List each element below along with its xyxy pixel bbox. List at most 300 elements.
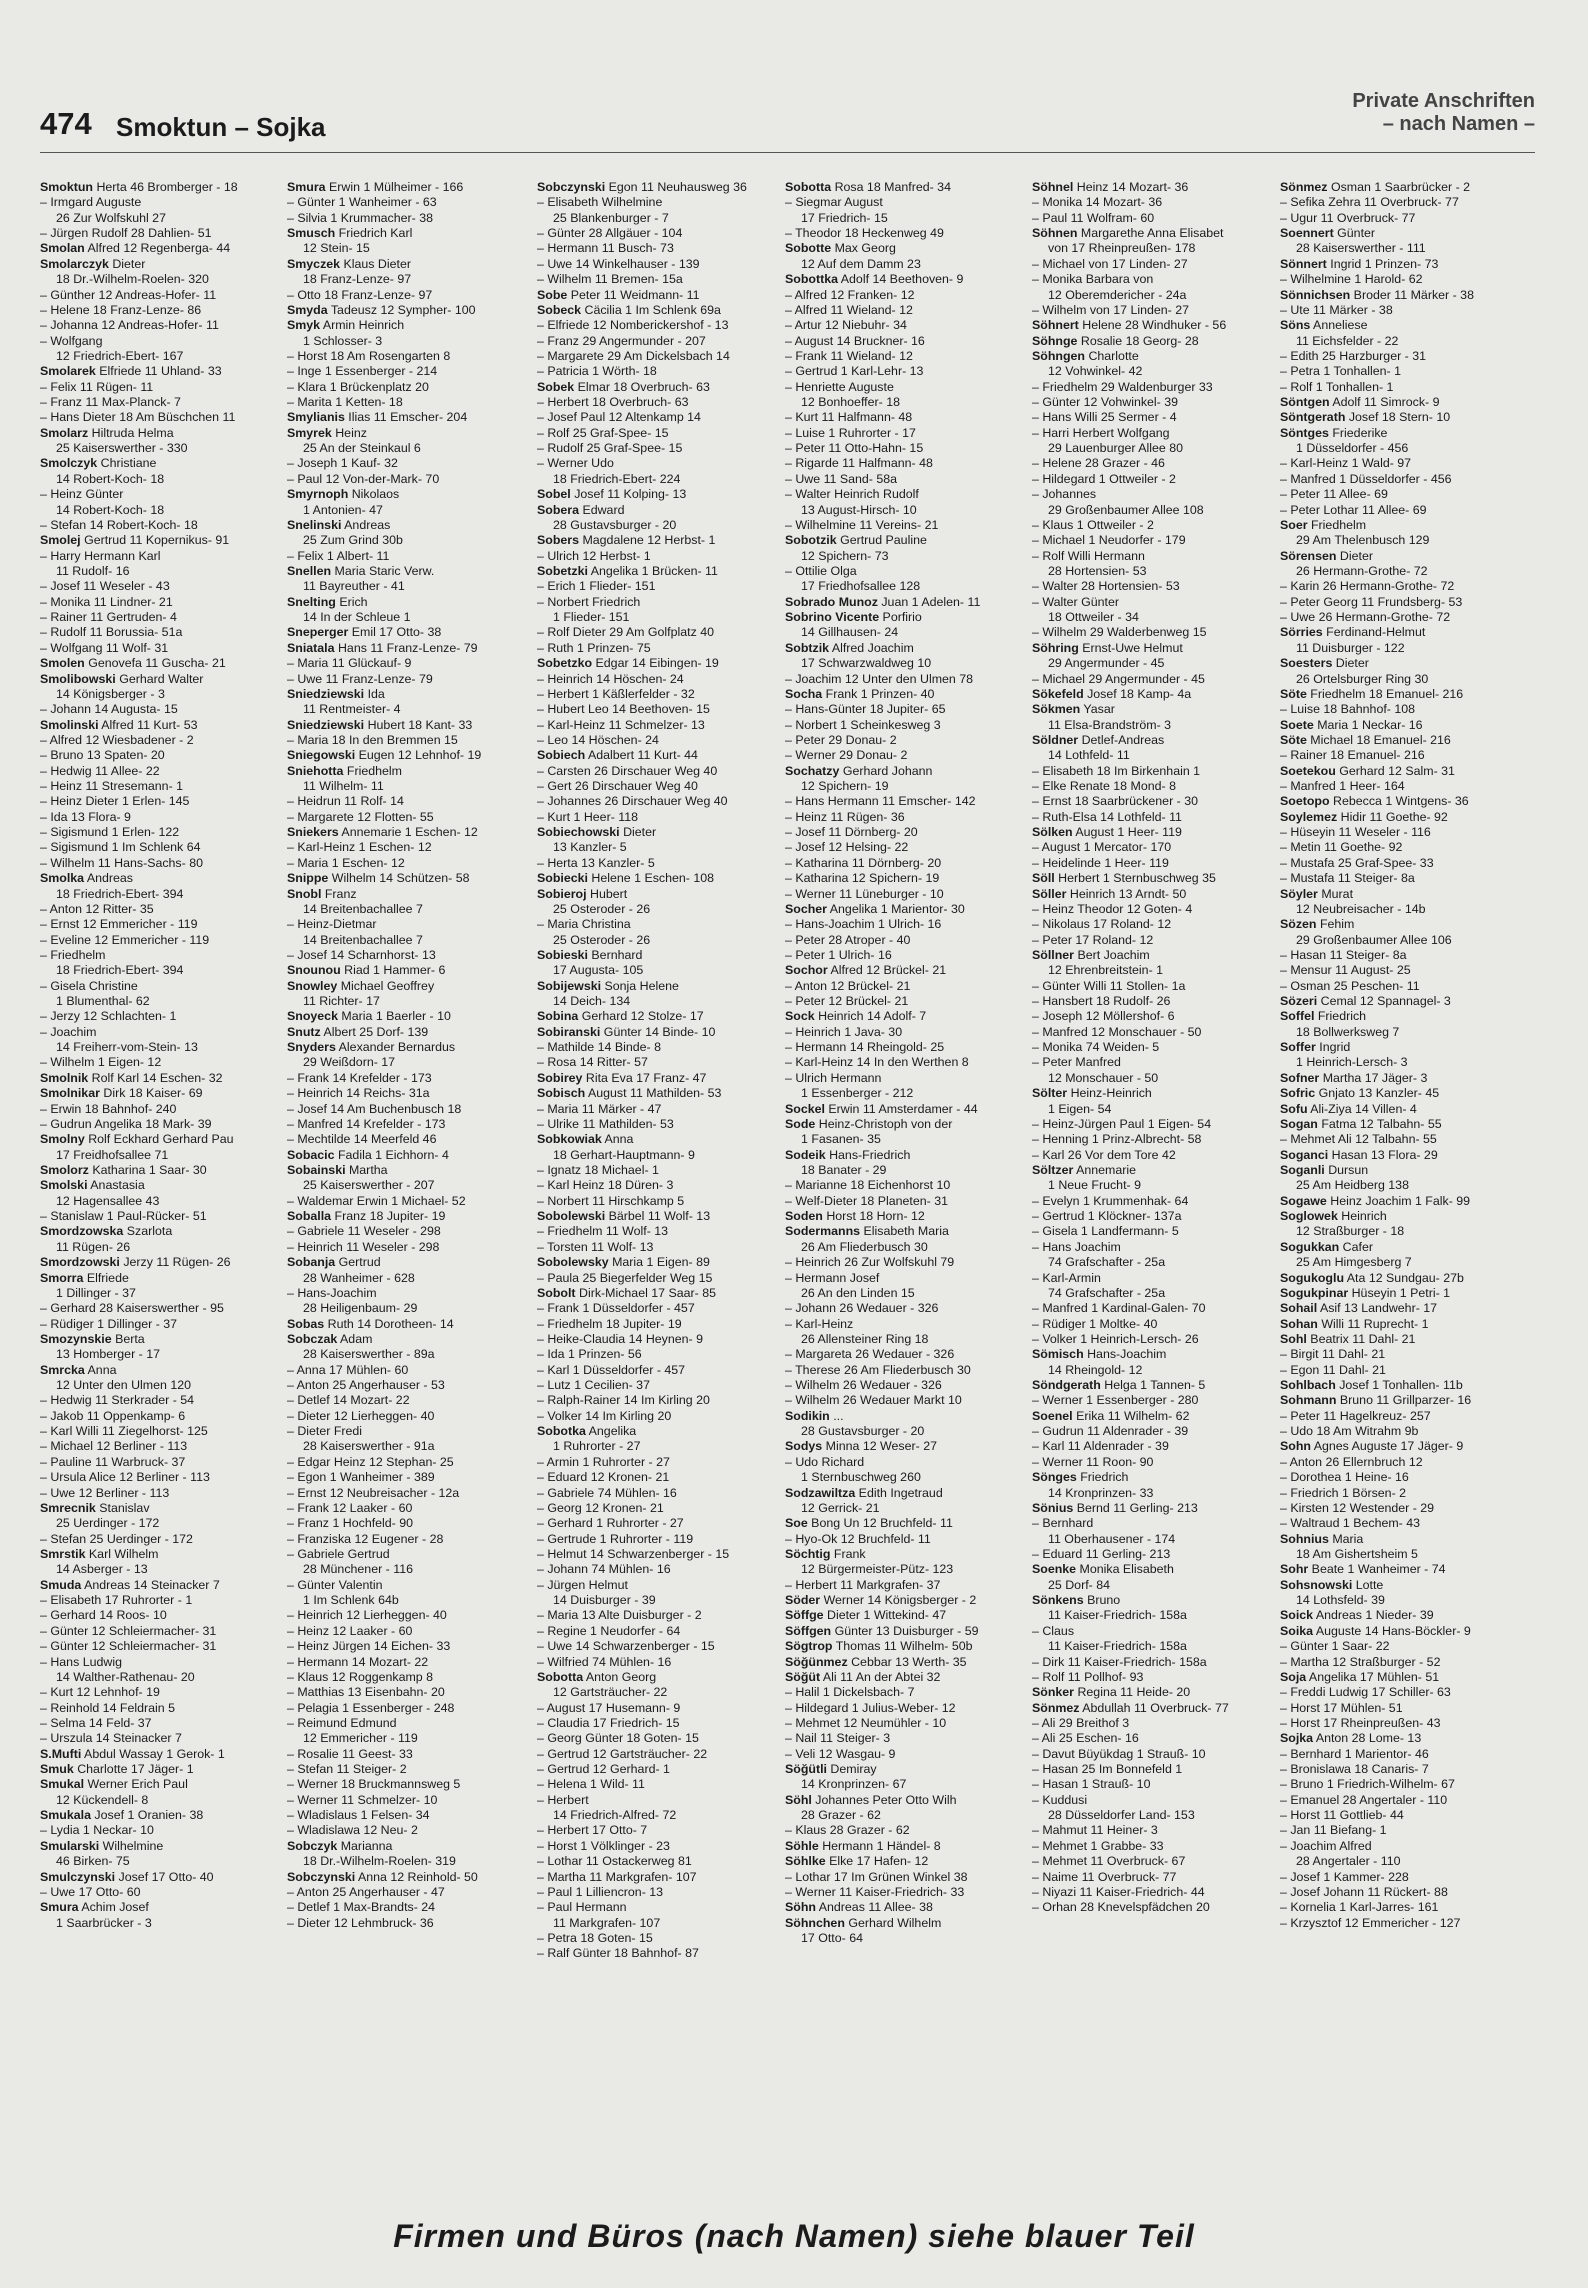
directory-entry: 25 Osteroder - 26 — [553, 932, 651, 947]
directory-entry: – Werner 11 Roon- 90 — [1032, 1454, 1154, 1469]
directory-entry: Sogawe Heinz Joachim 1 Falk- 99 — [1280, 1193, 1471, 1208]
directory-entry: – Hans-Günter 18 Jupiter- 65 — [785, 702, 946, 717]
page-header — [40, 90, 1535, 153]
directory-entry: – Margarete 12 Flotten- 55 — [287, 809, 434, 824]
directory-entry: – Rolf 25 Graf-Spee- 15 — [537, 425, 669, 440]
surname: Sökmen — [1032, 702, 1081, 717]
directory-entry: – Elfriede 12 Nomberickershof - 13 — [537, 318, 729, 333]
surname: Sochatzy — [785, 763, 840, 778]
directory-entry: – Franz 1 Hochfeld- 90 — [287, 1516, 414, 1531]
directory-entry: 17 Schwarzwaldweg 10 — [801, 656, 932, 671]
directory-entry: – Mathilde 14 Binde- 8 — [537, 1040, 661, 1055]
directory-entry: – Gert 26 Dirschauer Weg 40 — [537, 779, 698, 794]
directory-entry: Snippe Wilhelm 14 Schützen- 58 — [287, 871, 470, 886]
directory-entry: – Gertrud 1 Klöckner- 137a — [1032, 1209, 1182, 1224]
directory-entry: – Herta 13 Kanzler- 5 — [537, 855, 655, 870]
surname: Sobottka — [785, 272, 839, 287]
directory-entry: Sogukoglu Ata 12 Sundgau- 27b — [1280, 1270, 1464, 1285]
surname: Söğütli — [785, 1762, 827, 1777]
directory-entry: – Rüdiger 1 Moltke- 40 — [1032, 1316, 1158, 1331]
surname: Snounou — [287, 963, 341, 978]
directory-entry: – Rolf 11 Pollhof- 93 — [1032, 1669, 1144, 1684]
directory-entry: Soer Friedhelm — [1280, 517, 1367, 532]
directory-entry: – Johann 74 Mühlen- 16 — [537, 1562, 671, 1577]
directory-entry: – Josef Johann 11 Rückert- 88 — [1280, 1884, 1448, 1899]
directory-entry: Sözeri Cemal 12 Spannagel- 3 — [1280, 994, 1451, 1009]
directory-entry: Smolnik Rolf Karl 14 Eschen- 32 — [40, 1070, 223, 1085]
directory-entry: 29 Angermunder - 45 — [1048, 656, 1165, 671]
directory-entry: – Horst 1 Völklinger - 23 — [537, 1838, 670, 1853]
surname: Söhnchen — [785, 1915, 845, 1930]
directory-entry: Sobainski Martha — [287, 1163, 388, 1177]
directory-entry: – Wilhelmine 11 Vereins- 21 — [785, 517, 939, 532]
directory-entry: – Norbert Friedrich — [537, 594, 641, 609]
directory-entry: Soballa Franz 18 Jupiter- 19 — [287, 1209, 446, 1224]
directory-entry: – Josef 11 Dörnberg- 20 — [785, 825, 918, 840]
surname: Smyda — [287, 302, 328, 317]
directory-entry: – Rudolf 11 Borussia- 51a — [40, 625, 183, 640]
directory-entry: – Peter Georg 11 Frundsberg- 53 — [1280, 594, 1463, 609]
directory-entry: Smrecnik Stanislav — [40, 1500, 150, 1515]
directory-entry: – Erich 1 Flieder- 151 — [537, 579, 656, 594]
directory-entry: – Uwe 14 Winkelhauser - 139 — [537, 256, 700, 271]
directory-entry: – Karl-Heinz 11 Schmelzer- 13 — [537, 717, 705, 732]
directory-entry: – Franz 29 Angermunder - 207 — [537, 333, 706, 348]
surname: Söffgen — [785, 1623, 832, 1638]
surname: Snelting — [287, 594, 336, 609]
directory-entry: – Helene 18 Franz-Lenze- 86 — [40, 302, 202, 317]
directory-entry: Sobotta Anton Georg — [537, 1669, 657, 1684]
directory-entry: Sodzawiltza Edith Ingetraud — [785, 1485, 943, 1500]
surname: Söntgerath — [1280, 410, 1346, 425]
directory-entry: – Hüseyin 11 Weseler - 116 — [1280, 825, 1431, 840]
directory-entry: Sobottka Adolf 14 Beethoven- 9 — [785, 272, 964, 287]
directory-entry: – Joachim 12 Unter den Ulmen 78 — [785, 671, 974, 686]
directory-entry: 18 Friedrich-Ebert- 394 — [56, 963, 184, 978]
surname: Sobtzik — [785, 640, 830, 655]
surname: Smordzowska — [40, 1224, 124, 1239]
directory-entry: – Hermann 14 Mozart- 22 — [287, 1654, 429, 1669]
directory-entry: Snutz Albert 25 Dorf- 139 — [287, 1024, 429, 1039]
surname: Sobisch — [537, 1086, 586, 1101]
directory-entry: Sobotta Rosa 18 Manfred- 34 — [785, 180, 951, 194]
surname: Söhlke — [785, 1854, 826, 1869]
surname: Sniatala — [287, 640, 335, 655]
directory-entry: – Rigarde 11 Halfmann- 48 — [785, 456, 933, 471]
directory-entry: – Jürgen Helmut — [537, 1577, 628, 1592]
directory-entry: – Maria 18 In den Bremmen 15 — [287, 732, 458, 747]
directory-entry: 29 Weißdorn- 17 — [303, 1055, 396, 1070]
directory-entry: Smoktun Herta 46 Bromberger - 18 — [40, 180, 238, 194]
directory-entry: – Josef 14 Am Buchenbusch 18 — [287, 1101, 462, 1116]
directory-entry: – Maria 13 Alte Duisburger - 2 — [537, 1608, 702, 1623]
directory-entry: 29 Großenbaumer Allee 108 — [1048, 502, 1204, 517]
directory-entry: 14 Walther-Rathenau- 20 — [56, 1669, 195, 1684]
directory-entry: Soika Auguste 14 Hans-Böckler- 9 — [1280, 1623, 1471, 1638]
directory-entry: – Torsten 11 Wolf- 13 — [537, 1239, 654, 1254]
directory-column-6 — [1280, 180, 1520, 1931]
surname: Sönmez — [1280, 180, 1328, 194]
directory-entry: – Karl-Heinz 1 Wald- 97 — [1280, 456, 1412, 471]
directory-column-2 — [287, 180, 527, 1931]
surname: Smulczynski — [40, 1869, 116, 1884]
directory-entry: – Heinz-Jürgen Paul 1 Eigen- 54 — [1032, 1116, 1212, 1131]
surname: Smolczyk — [40, 456, 98, 471]
surname: Smoktun — [40, 180, 94, 194]
surname: Sodeik — [785, 1147, 826, 1162]
directory-entry: – Heinrich 26 Zur Wolfskuhl 79 — [785, 1255, 955, 1270]
directory-entry: – Werner 11 Lüneburger - 10 — [785, 886, 944, 901]
surname: Sock — [785, 1009, 815, 1024]
page-number: 474 — [40, 106, 92, 141]
directory-entry: Sobotte Max Georg — [785, 241, 896, 256]
directory-entry: Smolarek Elfriede 11 Uhland- 33 — [40, 364, 222, 379]
surname: Smolibowski — [40, 671, 116, 686]
directory-entry: 12 Hagensallee 43 — [56, 1193, 160, 1208]
directory-entry: – Herbert 1 Käßlerfelder - 32 — [537, 686, 695, 701]
directory-entry: 1 Sternbuschweg 260 — [801, 1470, 921, 1485]
directory-entry: Söyler Murat — [1280, 886, 1354, 901]
surname: Sobczak — [287, 1331, 338, 1346]
surname: Smolen — [40, 656, 85, 671]
surname: Sochor — [785, 963, 828, 978]
directory-entry: – Theodor 18 Heckenweg 49 — [785, 226, 944, 241]
directory-entry: 28 Gustavsburger - 20 — [801, 1424, 925, 1439]
directory-entry: – Paul 12 Von-der-Mark- 70 — [287, 471, 440, 486]
directory-entry: – Marita 1 Ketten- 18 — [287, 395, 403, 410]
surname: Snellen — [287, 563, 332, 578]
surname: Sohlbach — [1280, 1378, 1336, 1393]
directory-entry: – Paul 11 Wolfram- 60 — [1032, 210, 1155, 225]
directory-entry: – Wilhelm 11 Hans-Sachs- 80 — [40, 855, 203, 870]
directory-entry: 18 Am Gishertsheim 5 — [1296, 1546, 1418, 1561]
directory-entry: Söffge Dieter 1 Wittekind- 47 — [785, 1608, 947, 1623]
directory-entry: – Paul Hermann — [537, 1900, 627, 1915]
directory-entry: 12 Bonhoeffer- 18 — [801, 395, 900, 410]
directory-entry: Smuda Andreas 14 Steinacker 7 — [40, 1577, 220, 1592]
directory-entry: – Ute 11 Märker - 38 — [1280, 302, 1393, 317]
directory-entry: Sobolt Dirk-Michael 17 Saar- 85 — [537, 1285, 717, 1300]
directory-entry: 11 Eichsfelder - 22 — [1296, 333, 1399, 348]
directory-entry: – Henning 1 Prinz-Albrecht- 58 — [1032, 1132, 1202, 1147]
directory-entry: – Günter 12 Vohwinkel- 39 — [1032, 395, 1179, 410]
surname: Sobotka — [537, 1424, 586, 1439]
directory-entry: Sobacic Fadila 1 Eichhorn- 4 — [287, 1147, 449, 1162]
surname: Sobczynski — [287, 1869, 356, 1884]
directory-entry: 26 Am Fliederbusch 30 — [801, 1239, 928, 1254]
surname: Söhring — [1032, 640, 1079, 655]
surname: Sobolt — [537, 1285, 576, 1300]
surname: Söll — [1032, 871, 1055, 886]
directory-entry: – Josef 11 Weseler - 43 — [40, 579, 170, 594]
surname: Sözeri — [1280, 994, 1318, 1009]
directory-entry: – Hans Ludwig — [40, 1654, 122, 1669]
directory-entry: – Monika Barbara von — [1032, 272, 1154, 287]
directory-entry: – Ugur 11 Overbruck- 77 — [1280, 210, 1416, 225]
directory-entry: – Claus — [1032, 1623, 1075, 1638]
directory-entry: – Jerzy 12 Schlachten- 1 — [40, 1009, 177, 1024]
directory-entry: – Katharina 12 Spichern- 19 — [785, 871, 940, 886]
directory-entry: – Joseph 12 Möllershof- 6 — [1032, 1009, 1175, 1024]
directory-entry: 1 Heinrich-Lersch- 3 — [1296, 1055, 1408, 1070]
directory-entry: Söllner Bert Joachim — [1032, 947, 1150, 962]
directory-entry: – Manfred 1 Heer- 164 — [1280, 779, 1405, 794]
directory-entry: Sobkowiak Anna — [537, 1132, 634, 1147]
directory-entry: – Joseph 1 Kauf- 32 — [287, 456, 398, 471]
directory-entry: Soick Andreas 1 Nieder- 39 — [1280, 1608, 1434, 1623]
directory-entry: 11 Kaiser-Friedrich- 158a — [1048, 1639, 1187, 1654]
directory-entry: – Waltraud 1 Bechem- 43 — [1280, 1516, 1421, 1531]
directory-entry: – Mehmet 1 Grabbe- 33 — [1032, 1838, 1164, 1853]
surname: Sobiranski — [537, 1024, 601, 1039]
directory-entry: Söğüt Ali 11 An der Abtei 32 — [785, 1669, 941, 1684]
directory-entry: 14 Duisburger - 39 — [553, 1593, 656, 1608]
surname: Sogukkan — [1280, 1239, 1340, 1254]
directory-entry: – Gertrud 1 Karl-Lehr- 13 — [785, 364, 924, 379]
directory-entry: 26 Zur Wolfskuhl 27 — [56, 210, 166, 225]
directory-entry: Söder Werner 14 Königsberger - 2 — [785, 1593, 977, 1608]
directory-entry: Söhlke Elke 17 Hafen- 12 — [785, 1854, 929, 1869]
directory-entry: Söltzer Annemarie — [1032, 1163, 1136, 1177]
directory-entry: Smolski Anastasia — [40, 1178, 145, 1193]
surname: Soden — [785, 1209, 823, 1224]
directory-entry: – Rudolf 25 Graf-Spee- 15 — [537, 441, 683, 456]
directory-entry: – Johannes 26 Dirschauer Weg 40 — [537, 794, 728, 809]
directory-entry: – Ida 13 Flora- 9 — [40, 809, 131, 824]
surname: Sobanja — [287, 1255, 336, 1270]
directory-entry: Söchtig Frank — [785, 1546, 866, 1561]
directory-entry: Söhnert Helene 28 Windhuker - 56 — [1032, 318, 1227, 333]
directory-entry: Soetekou Gerhard 12 Salm- 31 — [1280, 763, 1455, 778]
directory-entry: Sobiranski Günter 14 Binde- 10 — [537, 1024, 716, 1039]
directory-entry: 28 Wanheimer - 628 — [303, 1270, 415, 1285]
directory-entry: S.Mufti Abdul Wassay 1 Gerok- 1 — [40, 1746, 225, 1761]
directory-entry: – Egon 11 Dahl- 21 — [1280, 1362, 1386, 1377]
directory-entry: 46 Birken- 75 — [56, 1854, 130, 1869]
directory-entry: 12 Vohwinkel- 42 — [1048, 364, 1143, 379]
surname: Söchtig — [785, 1546, 831, 1561]
directory-entry: – Henriette Auguste — [785, 379, 894, 394]
directory-entry: – Klara 1 Brückenplatz 20 — [287, 379, 429, 394]
directory-entry: 1 Dillinger - 37 — [56, 1285, 136, 1300]
surname: Soja — [1280, 1669, 1307, 1684]
surname: Sobas — [287, 1316, 325, 1331]
directory-entry: – Horst 18 Am Rosengarten 8 — [287, 348, 451, 363]
directory-entry: 29 Lauenburger Allee 80 — [1048, 441, 1184, 456]
directory-entry: – Helene 28 Grazer - 46 — [1032, 456, 1165, 471]
directory-entry: Smrcka Anna — [40, 1362, 117, 1377]
directory-entry: – Michael 1 Neudorfer - 179 — [1032, 533, 1186, 548]
directory-column-1 — [40, 180, 280, 1931]
directory-entry: – Josef Paul 12 Altenkamp 14 — [537, 410, 701, 425]
surname: Sönker — [1032, 1685, 1075, 1700]
directory-entry: 25 Dorf- 84 — [1048, 1577, 1110, 1592]
surname: Soer — [1280, 517, 1308, 532]
surname: Smolarczyk — [40, 256, 109, 271]
directory-entry: – Wilhelm 26 Wedauer - 326 — [785, 1378, 942, 1393]
directory-entry: – Ottilie Olga — [785, 563, 857, 578]
directory-entry: Sobers Magdalene 12 Herbst- 1 — [537, 533, 716, 548]
directory-entry: – Matthias 13 Eisenbahn- 20 — [287, 1685, 445, 1700]
directory-entry: – Wilfried 74 Mühlen- 16 — [537, 1654, 672, 1669]
directory-entry: – Manfred 1 Kardinal-Galen- 70 — [1032, 1301, 1206, 1316]
directory-entry: Sobijewski Sonja Helene — [537, 978, 679, 993]
surname: Soylemez — [1280, 809, 1338, 824]
directory-entry: – Peter 1 Ulrich- 16 — [785, 947, 892, 962]
surname: Sogan — [1280, 1116, 1318, 1131]
directory-entry: – Metin 11 Goethe- 92 — [1280, 840, 1403, 855]
surname: Sogukoglu — [1280, 1270, 1345, 1285]
directory-entry: – Ida 1 Prinzen- 56 — [537, 1347, 642, 1362]
directory-entry: – Heidrun 11 Rolf- 14 — [287, 794, 404, 809]
directory-entry: – Hildegard 1 Ottweiler - 2 — [1032, 471, 1176, 486]
directory-entry: Snoyeck Maria 1 Baerler - 10 — [287, 1009, 451, 1024]
directory-entry: – Heinz Günter — [40, 487, 124, 502]
directory-entry: – Martha 12 Straßburger - 52 — [1280, 1654, 1441, 1669]
directory-entry: Soetopo Rebecca 1 Wintgens- 36 — [1280, 794, 1469, 809]
directory-entry: Sobrado Munoz Juan 1 Adelen- 11 — [785, 594, 981, 609]
directory-entry: 25 Blankenburger - 7 — [553, 210, 669, 225]
surname: Sönnichsen — [1280, 287, 1351, 302]
surname: Söhnert — [1032, 318, 1079, 333]
directory-entry: Sökmen Yasar — [1032, 702, 1115, 717]
surname: Söllner — [1032, 947, 1074, 962]
directory-entry: – Frank 14 Krefelder - 173 — [287, 1070, 432, 1085]
directory-entry: – Edith 25 Harzburger - 31 — [1280, 348, 1427, 363]
surname: Smolski — [40, 1178, 88, 1193]
directory-entry: – Maria 11 Märker - 47 — [537, 1101, 662, 1116]
directory-entry: 1 Antonien- 47 — [303, 502, 383, 517]
directory-entry: Sniedziewski Hubert 18 Kant- 33 — [287, 717, 473, 732]
surname: Sodikin — [785, 1408, 830, 1423]
directory-entry: – Peter Manfred — [1032, 1055, 1121, 1070]
directory-entry: – Hans-Joachim — [287, 1285, 377, 1300]
directory-entry: Smolczyk Christiane — [40, 456, 157, 471]
directory-entry: – Werner 11 Kaiser-Friedrich- 33 — [785, 1884, 965, 1899]
directory-entry: Sohsnowski Lotte — [1280, 1577, 1384, 1592]
directory-entry: 14 Breitenbachallee 7 — [303, 932, 423, 947]
directory-entry: 14 Rheingold- 12 — [1048, 1362, 1143, 1377]
directory-entry: – Rolf Willi Hermann — [1032, 548, 1145, 563]
directory-entry: – Emanuel 28 Angertaler - 110 — [1280, 1792, 1448, 1807]
surname: Soffer — [1280, 1040, 1316, 1055]
directory-entry: – Harry Hermann Karl — [40, 548, 161, 563]
surname: Sohsnowski — [1280, 1577, 1353, 1592]
directory-entry: – Therese 26 Am Fliederbusch 30 — [785, 1362, 971, 1377]
directory-entry: Snyders Alexander Bernardus — [287, 1040, 456, 1055]
directory-entry: 28 Gustavsburger - 20 — [553, 517, 677, 532]
surname: Sodys — [785, 1439, 823, 1454]
section-label-line-1: Private Anschriften — [1352, 90, 1535, 112]
surname: Sönkens — [1032, 1593, 1084, 1608]
directory-entry: 13 Homberger - 17 — [56, 1347, 160, 1362]
directory-entry: – Hermann 11 Busch- 73 — [537, 241, 674, 256]
directory-entry: – Hermann 14 Rheingold- 25 — [785, 1040, 945, 1055]
directory-entry: – Uwe 26 Hermann-Grothe- 72 — [1280, 610, 1451, 625]
directory-entry: Söhnge Rosalie 18 Georg- 28 — [1032, 333, 1199, 348]
directory-entry: – August 1 Mercator- 170 — [1032, 840, 1172, 855]
directory-entry: – Werner 18 Bruckmannsweg 5 — [287, 1777, 461, 1792]
directory-entry: – Veli 12 Wasgau- 9 — [785, 1746, 896, 1761]
directory-entry: – Anton 25 Angerhauser - 53 — [287, 1378, 445, 1393]
directory-entry: – Peter 11 Otto-Hahn- 15 — [785, 441, 924, 456]
directory-entry: – Gerhard 14 Roos- 10 — [40, 1608, 167, 1623]
directory-entry: – Rüdiger 1 Dillinger - 37 — [40, 1316, 178, 1331]
surname: Söhnge — [1032, 333, 1078, 348]
directory-entry: Söntgen Adolf 11 Simrock- 9 — [1280, 395, 1440, 410]
directory-entry: – Manfred 14 Krefelder - 173 — [287, 1116, 446, 1131]
directory-entry: Smolnikar Dirk 18 Kaiser- 69 — [40, 1086, 203, 1101]
directory-entry: 18 Bollwerksweg 7 — [1296, 1024, 1400, 1039]
directory-entry: 12 Stein- 15 — [303, 241, 370, 256]
directory-entry: – Horst 11 Gottlieb- 44 — [1280, 1808, 1404, 1823]
directory-entry: 14 Robert-Koch- 18 — [56, 502, 165, 517]
directory-entry: Smyk Armin Heinrich — [287, 318, 405, 333]
directory-entry: – Peter 11 Allee- 69 — [1280, 487, 1388, 502]
directory-entry: – Mustafa 25 Graf-Spee- 33 — [1280, 855, 1434, 870]
directory-entry: – Ursula Alice 12 Berliner - 113 — [40, 1470, 210, 1485]
directory-entry: 1 Saarbrücker - 3 — [56, 1915, 152, 1930]
directory-entry: – Jan 11 Biefang- 1 — [1280, 1823, 1387, 1838]
directory-entry: – Peter 28 Atroper - 40 — [785, 932, 911, 947]
directory-entry: – Ali 25 Eschen- 16 — [1032, 1731, 1139, 1746]
surname: Sobacic — [287, 1147, 335, 1162]
surname: Snelinski — [287, 517, 342, 532]
surname: Smolka — [40, 871, 85, 886]
directory-entry: 28 Düsseldorfer Land- 153 — [1048, 1808, 1195, 1823]
directory-entry: Sogukkan Cafer — [1280, 1239, 1373, 1254]
directory-entry: 12 Neubreisacher - 14b — [1296, 901, 1426, 916]
directory-entry: 18 Friedrich-Ebert- 224 — [553, 471, 681, 486]
directory-entry: Sönmez Osman 1 Saarbrücker - 2 — [1280, 180, 1471, 194]
surname: Soetekou — [1280, 763, 1336, 778]
directory-entry: – Dirk 11 Kaiser-Friedrich- 158a — [1032, 1654, 1207, 1669]
directory-entry: Soesters Dieter — [1280, 656, 1369, 671]
directory-entry: – Ernst 12 Emmericher - 119 — [40, 917, 198, 932]
directory-entry: Söhnen Margarethe Anna Elisabet — [1032, 226, 1224, 241]
directory-entry: Sobe Peter 11 Weidmann- 11 — [537, 287, 700, 302]
directory-entry: – Eveline 12 Emmericher - 119 — [40, 932, 210, 947]
directory-entry: Smularski Wilhelmine — [40, 1838, 164, 1853]
directory-entry: – Rosa 14 Ritter- 57 — [537, 1055, 648, 1070]
directory-entry: – Klaus 1 Ottweiler - 2 — [1032, 517, 1154, 532]
directory-entry: 29 Am Thelenbusch 129 — [1296, 533, 1430, 548]
directory-entry: Sobeck Cäcilia 1 Im Schlenk 69a — [537, 302, 721, 317]
surname: Smyczek — [287, 256, 341, 271]
directory-entry: – Gudrun Angelika 18 Mark- 39 — [40, 1116, 212, 1131]
directory-entry: – Margareta 26 Wedauer - 326 — [785, 1347, 955, 1362]
directory-entry: – Felix 11 Rügen- 11 — [40, 379, 154, 394]
directory-entry: 1 Essenberger - 212 — [801, 1086, 914, 1101]
directory-entry: Smordzowska Szarlota — [40, 1224, 173, 1239]
directory-entry: – Norbert 1 Scheinkesweg 3 — [785, 717, 941, 732]
directory-entry: Sönmez Abdullah 11 Overbruck- 77 — [1032, 1700, 1229, 1715]
surname: Sölter — [1032, 1086, 1068, 1101]
directory-entry: Sobieroj Hubert — [537, 886, 628, 901]
directory-entry: – Luise 1 Ruhrorter - 17 — [785, 425, 916, 440]
directory-entry: – Martha 11 Markgrafen- 107 — [537, 1869, 697, 1884]
directory-entry: – Werner 11 Schmelzer- 10 — [287, 1792, 438, 1807]
directory-entry: – Bruno 1 Friedrich-Wilhelm- 67 — [1280, 1777, 1455, 1792]
directory-entry: Sörensen Dieter — [1280, 548, 1373, 563]
directory-entry: – Evelyn 1 Krummenhak- 64 — [1032, 1193, 1189, 1208]
directory-entry: – Karl-Heinz 14 In den Werthen 8 — [785, 1055, 969, 1070]
directory-entry: Sohl Beatrix 11 Dahl- 21 — [1280, 1331, 1416, 1346]
directory-entry: – Otto 18 Franz-Lenze- 97 — [287, 287, 433, 302]
surname: Soe — [785, 1516, 808, 1531]
directory-entry: 12 Spichern- 73 — [801, 548, 889, 563]
directory-entry: – Friedhelm — [40, 947, 106, 962]
